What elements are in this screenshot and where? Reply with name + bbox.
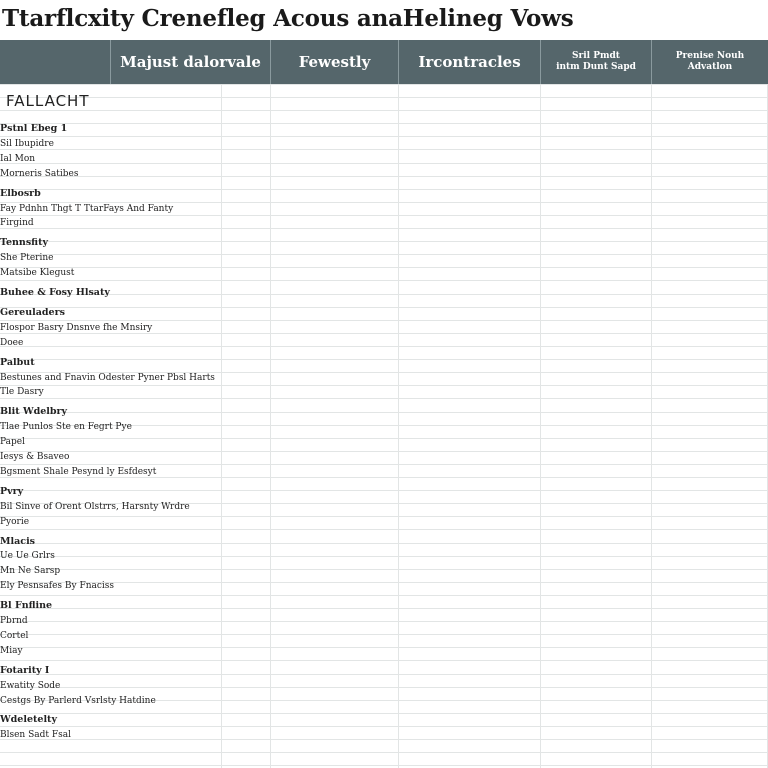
grid-row-line (0, 241, 768, 242)
grid-row-line (0, 582, 768, 583)
table-row[interactable]: Bgsment Shale Pesynd ly Esfdesyt (0, 466, 157, 477)
section-label: FALLACHT (6, 92, 90, 110)
grid-row-line (0, 595, 768, 596)
row-group-heading[interactable]: Pstnl Ebeg 1 (0, 123, 68, 134)
table-row[interactable]: Papel (0, 437, 25, 448)
row-group-heading[interactable]: Mlacis (0, 535, 36, 547)
grid-row-line (0, 254, 768, 255)
grid-row-line (0, 687, 768, 688)
table-row[interactable]: Cortel (0, 630, 29, 641)
grid-row-line (0, 490, 768, 491)
table-row[interactable]: Fay Pdnhn Thgt T TtarFays And Fanty (0, 203, 174, 214)
grid-row-line (0, 110, 768, 111)
table-row[interactable]: Tle Dasry (0, 387, 44, 398)
grid-column-line (651, 84, 652, 768)
grid-row-line (0, 84, 768, 85)
header-cell-prenise-nouh[interactable]: Prenise Nouh Advatlon (651, 40, 768, 84)
header-cell-ircontracles[interactable]: Ircontracles (398, 40, 540, 84)
table-row[interactable]: Tlae Punlos Ste en Fegrt Pye (0, 422, 132, 433)
grid-row-line (0, 647, 768, 648)
grid-row-line (0, 267, 768, 268)
grid-row-line (0, 294, 768, 295)
grid-row-line (0, 516, 768, 517)
grid-row-line (0, 438, 768, 439)
grid-column-line (270, 84, 271, 768)
grid-row-line (0, 569, 768, 570)
row-group-heading[interactable]: Palbut (0, 356, 35, 368)
table-row[interactable]: Pbrnd (0, 616, 28, 626)
table-row[interactable]: Bil Sinve of Orent Olstrrs, Harsnty Wrdre (0, 501, 190, 512)
table-row[interactable]: Firgind (0, 218, 34, 229)
grid-row-line (0, 398, 768, 399)
grid-row-line (0, 674, 768, 675)
data-table (0, 40, 768, 768)
row-group-heading[interactable]: Fotarity I (0, 664, 50, 676)
grid-row-line (0, 123, 768, 124)
table-row[interactable]: Cestgs By Parlerd Vsrlsty Hatdine (0, 695, 156, 706)
page-title: Ttarflcxity Crenefleg Acous anaHelineg Vows (2, 5, 574, 32)
row-group-heading[interactable]: Buhee & Fosy Hlsaty (0, 287, 110, 298)
row-group-heading[interactable]: Pvry (0, 485, 24, 497)
table-row[interactable]: Flospor Basry Dnsnve fhe Mnsiry (0, 322, 153, 333)
table-row[interactable]: Ial Mon (0, 153, 36, 164)
table-row[interactable]: Ewatity Sode (0, 680, 61, 691)
grid-row-line (0, 163, 768, 164)
header-cell-empty[interactable] (0, 40, 110, 84)
table-row[interactable]: Matsibe Klegust (0, 268, 75, 279)
table-row[interactable]: Blsen Sadt Fsal (0, 730, 71, 741)
table-row[interactable]: Doee (0, 337, 24, 348)
table-row[interactable]: Sil Ibupidre (0, 138, 54, 149)
grid-row-line (0, 713, 768, 714)
grid-row-line (0, 149, 768, 150)
grid-row-line (0, 660, 768, 661)
header-cell-sril-pmdt[interactable]: Sril Pmdt intm Dunt Sapd (540, 40, 651, 84)
table-row[interactable]: She Pterine (0, 253, 54, 264)
header-cell-fewestly[interactable]: Fewestly (270, 40, 398, 84)
table-header (0, 40, 768, 84)
table-row[interactable]: Bestunes and Fnavin Odester Pyner Pbsl Harts (0, 372, 215, 383)
grid-row-line (0, 189, 768, 190)
row-group-heading[interactable]: Elbosrb (0, 187, 41, 199)
grid-row-line (0, 385, 768, 386)
grid-row-line (0, 176, 768, 177)
table-row[interactable]: Ely Pesnsafes By Fnaciss (0, 581, 115, 592)
row-group-heading[interactable]: Wdeletelty (0, 714, 57, 726)
grid-row-line (0, 529, 768, 530)
grid-row-line (0, 412, 768, 413)
grid-row-line (0, 543, 768, 544)
table-row[interactable]: Miay (0, 645, 23, 656)
row-group-heading[interactable]: Blit Wdelbry (0, 406, 68, 418)
grid-row-line (0, 280, 768, 281)
grid-row-line (0, 97, 768, 98)
row-group-heading[interactable]: Bl Fnfline (0, 600, 53, 612)
grid-row-line (0, 228, 768, 229)
grid-row-line (0, 556, 768, 557)
grid-row-line (0, 752, 768, 753)
table-row[interactable]: Mn Ne Sarsp (0, 566, 61, 577)
grid-row-line (0, 136, 768, 137)
header-cell-majust[interactable]: Majust dalorvale (110, 40, 270, 84)
row-group-heading[interactable]: Gereuladers (0, 306, 65, 318)
table-row[interactable]: Ue Ue Grlrs (0, 551, 55, 562)
grid-row-line (0, 451, 768, 452)
row-group-heading[interactable]: Tennsfity (0, 237, 49, 249)
grid-row-line (0, 726, 768, 727)
grid-row-line (0, 765, 768, 766)
grid-row-line (0, 346, 768, 347)
table-row[interactable]: Iesys & Bsaveo (0, 452, 70, 462)
grid-row-line (0, 739, 768, 740)
table-row[interactable]: Morneris Satibes (0, 168, 79, 179)
grid-row-line (0, 359, 768, 360)
grid-column-line (398, 84, 399, 768)
grid-column-line (221, 84, 222, 768)
grid-row-line (0, 621, 768, 622)
grid-row-line (0, 608, 768, 609)
grid-column-line (540, 84, 541, 768)
grid-row-line (0, 634, 768, 635)
grid-row-line (0, 307, 768, 308)
table-row[interactable]: Pyorie (0, 516, 30, 527)
